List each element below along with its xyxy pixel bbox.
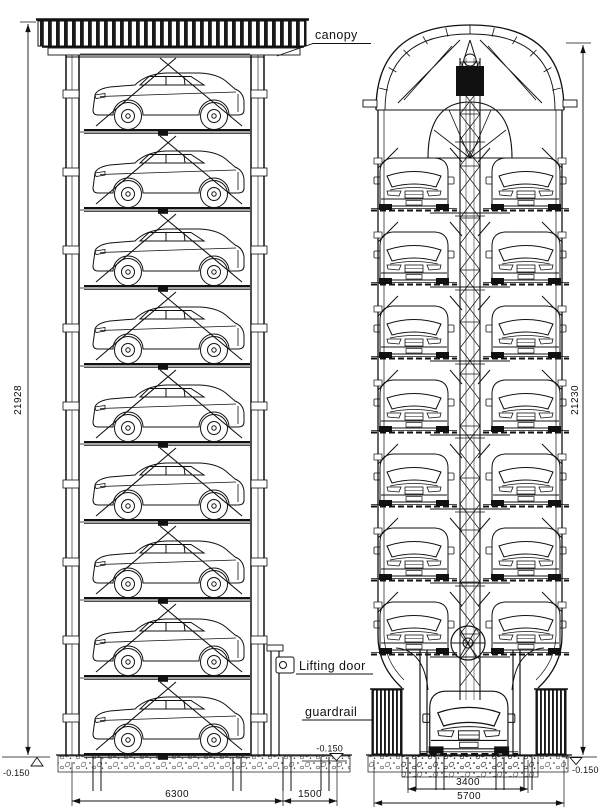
car-stack-left	[63, 54, 267, 760]
level-marker-icon	[570, 758, 582, 765]
ground-foundation-left	[56, 755, 352, 791]
guardrails	[370, 689, 568, 754]
carrier-frame-row-2	[374, 216, 566, 287]
ground-level-left: -0.150	[3, 768, 30, 778]
dim-left-total-height: 21928	[13, 385, 24, 415]
parking-level-4	[63, 288, 267, 370]
parking-level-8	[63, 600, 267, 682]
drive-head-and-dome	[428, 40, 512, 158]
parking-level-1	[63, 54, 267, 136]
dim-right-total-height: 21230	[570, 385, 581, 415]
parking-level-2	[63, 132, 267, 214]
level-marker-icon	[31, 758, 43, 767]
guardrail-label: guardrail	[305, 705, 358, 719]
annotations	[2, 22, 599, 807]
parking-level-9	[63, 678, 267, 760]
dim-right-total-width: 5700	[457, 791, 481, 802]
parking-level-3	[63, 210, 267, 292]
carrier-frame-row-5	[374, 438, 566, 509]
parking-level-6	[63, 444, 267, 526]
entry-bay	[396, 648, 544, 756]
car-at-entry-bay	[419, 691, 518, 754]
lifting-door-post	[267, 645, 294, 756]
lifting-door-label: Lifting door	[299, 659, 366, 673]
carrier-frame-row-4	[374, 364, 566, 435]
ground-level-right: -0.150	[572, 765, 599, 775]
lifting-door-symbol	[276, 657, 294, 673]
right-elevation-view	[363, 25, 577, 790]
canopy-label: canopy	[315, 28, 358, 42]
carrier-frame-row-6	[374, 512, 566, 583]
extension-lines	[2, 22, 597, 807]
dim-left-base-width: 6300	[165, 789, 189, 800]
drive-sprocket	[451, 626, 485, 660]
dim-right-inner-width: 3400	[456, 777, 480, 788]
parking-level-5	[63, 366, 267, 448]
ground-level-mid: -0.150	[316, 743, 343, 754]
parking-level-7	[63, 522, 267, 604]
car-carousel-rows	[371, 142, 569, 657]
canopy-roof	[36, 20, 309, 56]
carousel-outer-frame	[378, 110, 562, 688]
left-elevation-view	[36, 20, 352, 792]
dim-entry-extension: 1500	[298, 789, 322, 800]
carrier-frame-row-3	[374, 290, 566, 361]
